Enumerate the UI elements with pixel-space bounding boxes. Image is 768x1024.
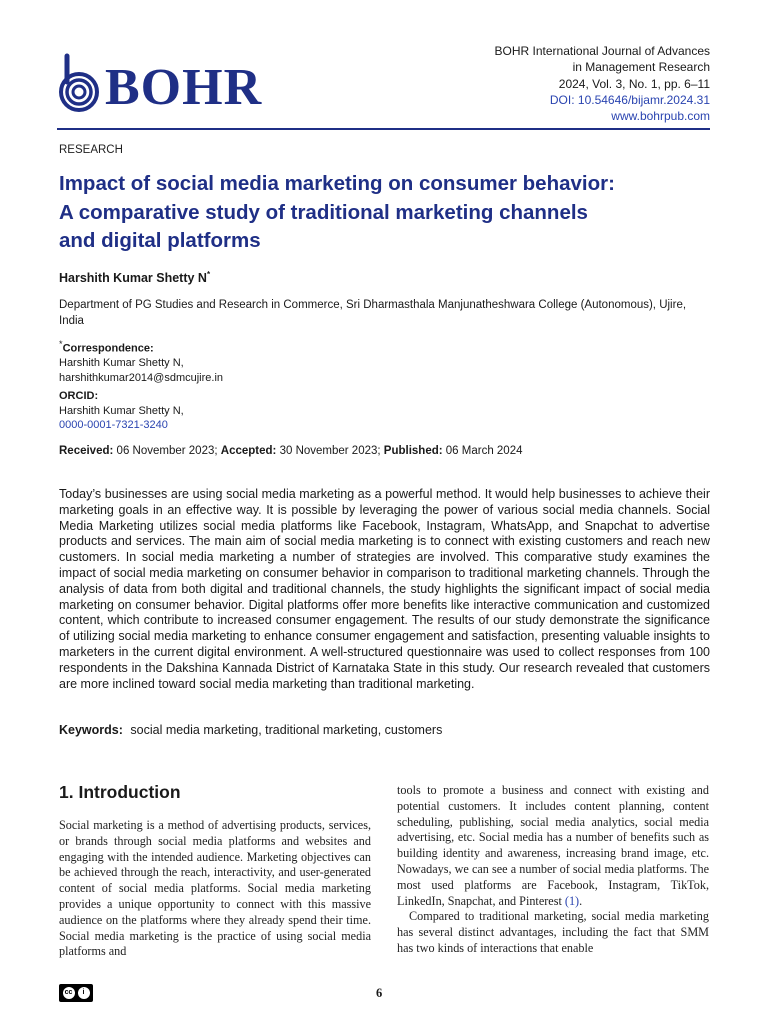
body-text-end: . (579, 893, 583, 908)
abstract: Today’s businesses are using social media marketing as a powerful method. It would help businesses to achieve their marketing goals in an effective way. It is possible by leveraging the power of various social media channels. Social Media Marketing utilizes social media platforms like Facebook, Instagram, WhatsApp, and Snapchat to advertise products and services. The main aim of social media marketing is to connect with existing customers and reach new customers. In social media marketing a number of strategies are involved. This comparative study examines the impact of social media marketing on consumer behavior in comparison to traditional marketing channels. Through the analysis of data from both digital and traditional channels, the study highlights the significant impact of social media marketing on consumer behavior. Digital platforms offer more benefits like interactive communication and customized content, which contribute to increased consumer engagement. The results of our study demonstrate the significance of utilizing social media marketing to enhance consumer engagement and satisfaction, presenting valuable insights to marketers in the current digital environment. A well-structured questionnaire was used to collect responses from 100 respondents in the Dakshina Kannada District of Karnataka State in this study. Our research revealed that customers are more inclined toward social media marketing than traditional marketing. (59, 487, 710, 691)
correspondence-name: Harshith Kumar Shetty N, (59, 357, 184, 370)
published-date: 06 March 2024 (445, 445, 523, 457)
page-number: 6 (376, 986, 383, 1000)
correspondence-block (59, 337, 223, 433)
keywords-label: Keywords: (59, 723, 123, 737)
header-divider (57, 128, 710, 130)
correspondence-mark: * (59, 339, 63, 349)
website-link[interactable]: www.bohrpub.com (611, 109, 710, 124)
article-title (59, 170, 699, 256)
received-date: 06 November 2023; (116, 445, 218, 457)
received-label: Received: (59, 445, 114, 457)
accepted-date: 30 November 2023; (279, 445, 381, 457)
accepted-label: Accepted: (220, 445, 277, 457)
body-paragraph: Social marketing is a method of advertising products, services, or brands through social media platforms and websites and engaging with the intended audience. Marketing objectives can be achieved through the reach, interactivity, and user-generated content of social media platforms. Social media marketing provides a unique opportunity to connect with this massive audience on the platforms where they already spend their time. Social media marketing is the practice of using social media platforms and (59, 818, 371, 959)
journal-logo (57, 52, 262, 114)
title-line-1: Impact of social media marketing on consumer behavior: (59, 172, 615, 195)
section-heading: 1. Introduction (59, 782, 181, 802)
author (59, 270, 210, 285)
correspondence-email[interactable]: harshithkumar2014@sdmcujire.in (59, 371, 224, 384)
keywords (59, 723, 442, 737)
orcid-link[interactable]: 0000-0001-7321-3240 (59, 419, 168, 432)
title-line-3: and digital platforms (59, 229, 261, 252)
journal-name-line2: in Management Research (572, 60, 710, 75)
author-name: Harshith Kumar Shetty N (59, 271, 207, 286)
body-paragraph: Compared to traditional marketing, social media marketing has several distinct advantages, including the fact that SMM has two kinds of interactions that enable (397, 909, 709, 955)
body-text: tools to promote a business and connect with existing and potential customers. It includes content planning, content scheduling, publishing, social media analytics, social media advertising, etc. Social media has a number of benefits such as building identity and awareness, increasing brand image, etc. Nowadays, we can see a number of social media platforms. The most used platforms are Facebook, Instagram, TikTok, LinkedIn, Snapchat, and Pinterest (397, 783, 709, 908)
right-column (397, 783, 709, 957)
journal-volume: 2024, Vol. 3, No. 1, pp. 6–11 (558, 76, 710, 91)
cc-icon: cc (63, 987, 75, 999)
journal-info (495, 43, 710, 124)
cc-license-badge[interactable] (59, 984, 93, 1002)
section-label: RESEARCH (59, 144, 123, 156)
logo-wordmark: BOHR (105, 59, 263, 116)
orcid-name: Harshith Kumar Shetty N, (59, 404, 184, 417)
correspondence-heading (59, 337, 223, 356)
author-mark: * (206, 270, 211, 279)
correspondence-label: Correspondence: (62, 342, 154, 355)
attribution-icon: i (78, 987, 90, 999)
publication-dates (59, 445, 523, 457)
left-column (59, 818, 371, 960)
doi-link[interactable]: DOI: 10.54646/bijamr.2024.31 (549, 92, 710, 107)
journal-name-line1: BOHR International Journal of Advances (494, 44, 710, 58)
affiliation: Department of PG Studies and Research in Commerce, Sri Dharmasthala Manjunatheshwara College (Autonomous), Ujire, India (59, 299, 687, 327)
keywords-list: social media marketing, traditional marketing, customers (130, 723, 443, 737)
citation-link[interactable]: (1) (564, 893, 580, 908)
body-paragraph (397, 783, 709, 909)
bohr-logo-icon (57, 52, 101, 114)
orcid-label: ORCID: (59, 390, 99, 403)
published-label: Published: (383, 445, 443, 457)
title-line-2: A comparative study of traditional marketing channels (59, 200, 588, 224)
